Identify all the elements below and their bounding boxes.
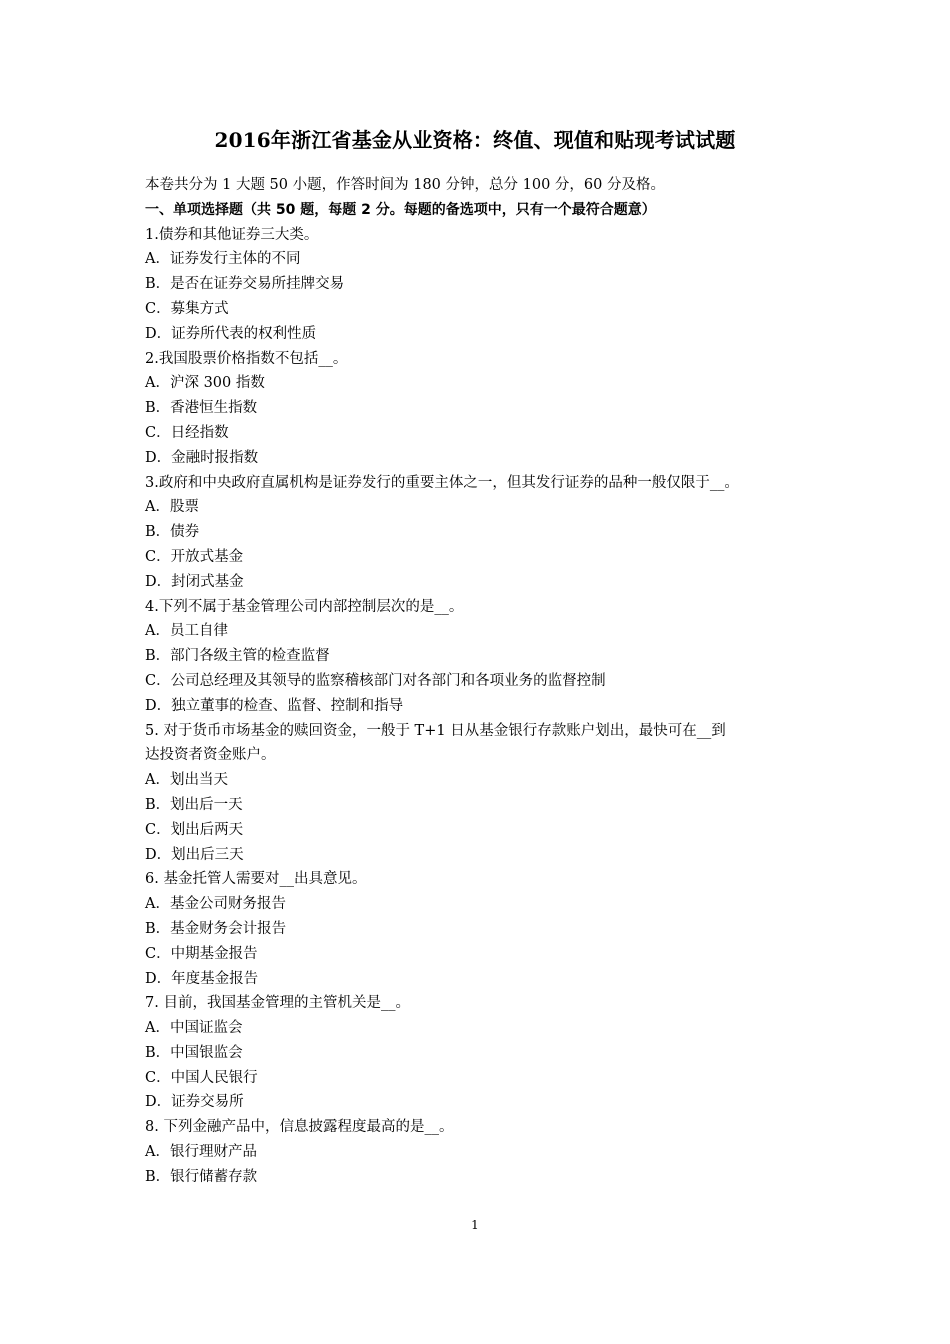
answer-option: A．基金公司财务报告 [145,896,286,913]
document-body [145,173,825,1190]
answer-option: D．独立董事的检查、监督、控制和指导 [145,697,404,714]
answer-option: B．基金财务会计报告 [145,920,287,937]
answer-option: C．开放式基金 [145,548,244,565]
answer-option: A．股票 [145,499,199,516]
answer-option: A．中国证监会 [145,1020,243,1037]
question-text: 5. 对于货币市场基金的赎回资金，一般于 T+1 日从基金银行存款账户划出，最快可在__到 [145,722,726,739]
answer-option: A．员工自律 [145,623,228,640]
answer-option: A．沪深 300 指数 [145,375,265,392]
question-text: 8. 下列金融产品中，信息披露程度最高的是__。 [145,1119,454,1136]
answer-option: B．中国银监会 [145,1044,243,1061]
question-text: 1.债券和其他证券三大类。 [145,226,319,243]
page-number: 1 [471,1218,479,1232]
document-title: 2016年浙江省基金从业资格：终值、现值和贴现考试试题 [214,128,736,152]
answer-option: C．中国人民银行 [145,1069,258,1086]
answer-option: D．年度基金报告 [145,970,259,987]
answer-option: B．债券 [145,524,200,541]
answer-option: D．证券所代表的权利性质 [145,325,317,342]
question-text: 7. 目前，我国基金管理的主管机关是__。 [145,995,410,1012]
answer-option: B．划出后一天 [145,796,243,813]
answer-option: C．中期基金报告 [145,945,258,962]
answer-option: D．划出后三天 [145,846,244,863]
answer-option: C．日经指数 [145,424,229,441]
answer-option: B．香港恒生指数 [145,400,258,417]
answer-option: C．募集方式 [145,300,229,317]
answer-option: D．证券交易所 [145,1094,244,1111]
question-text-continued: 达投资者资金账户。 [145,747,276,764]
answer-option: A．划出当天 [145,772,228,789]
answer-option: B．部门各级主管的检查监督 [145,648,330,665]
intro-text: 本卷共分为 1 大题 50 小题，作答时间为 180 分钟，总分 100 分，60 分及格。 [145,177,665,193]
answer-option: C．划出后两天 [145,821,244,838]
answer-option: A．证券发行主体的不同 [145,251,301,268]
question-text: 3.政府和中央政府直属机构是证券发行的重要主体之一，但其发行证券的品种一般仅限于__。 [145,474,739,491]
question-text: 4.下列不属于基金管理公司内部控制层次的是__。 [145,598,464,615]
answer-option: C．公司总经理及其领导的监察稽核部门对各部门和各项业务的监督控制 [145,672,606,689]
question-text: 2.我国股票价格指数不包括__。 [145,350,348,367]
section-heading: 一、单项选择题（共 50 题，每题 2 分。每题的备选项中，只有一个最符合题意） [145,201,656,218]
answer-option: D．金融时报指数 [145,449,259,466]
answer-option: D．封闭式基金 [145,573,244,590]
answer-option: B．是否在证券交易所挂牌交易 [145,276,345,293]
answer-option: A．银行理财产品 [145,1144,257,1161]
question-text: 6. 基金托管人需要对__出具意见。 [145,871,367,888]
answer-option: B．银行储蓄存款 [145,1168,258,1185]
